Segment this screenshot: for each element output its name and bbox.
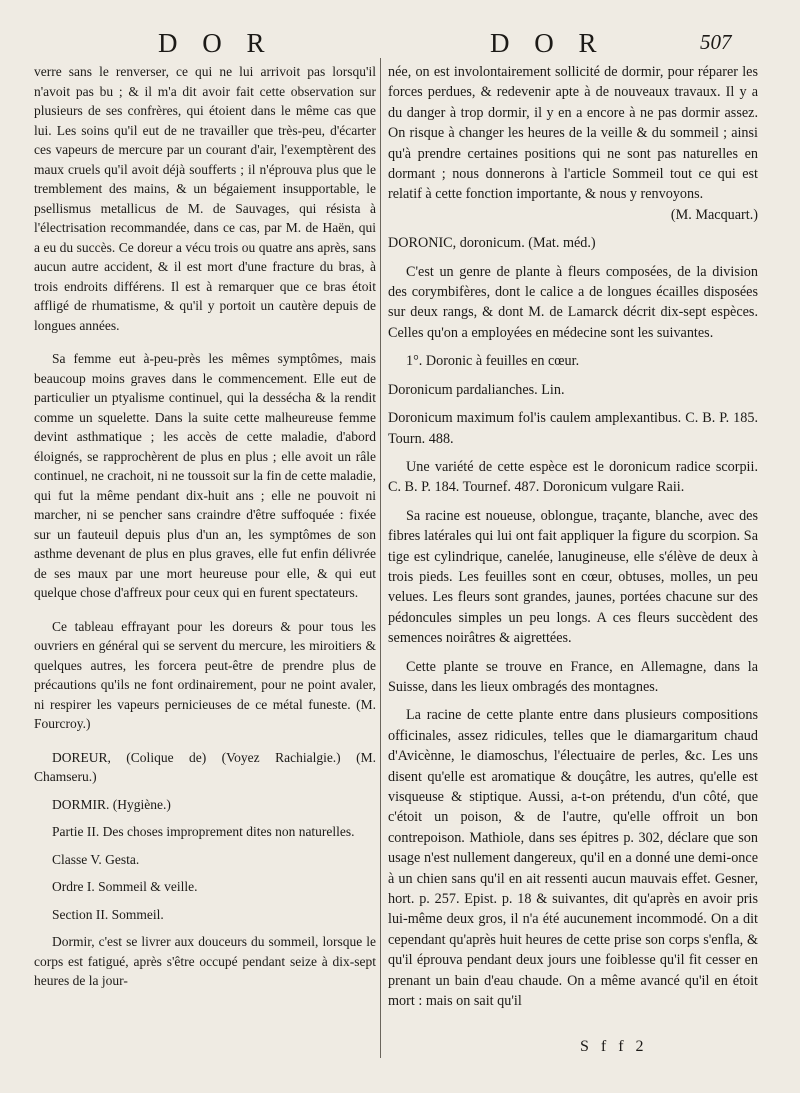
- signature-mark: S f f 2: [580, 1038, 648, 1055]
- author-macquart: (M. Macquart.): [670, 206, 758, 223]
- classification-partie: Partie II. Des choses improprement dites non naturelles.: [52, 824, 355, 839]
- paragraph-doronic-genre: C'est un genre de plante à fleurs composées, de la division des corymbifères, dont le calice a de longues écailles disposées sur deux rangs, & dont M. de Lamarck décrit dix-sept espèces. Celles qu'on a employées en médecine sont les suivantes.: [388, 263, 758, 341]
- paragraph-dormir-definition: Dormir, c'est se livrer aux douceurs du sommeil, lorsque le corps est fatigué, après s'être occupé pendant seize à dix-sept heures de la jour-: [34, 934, 376, 988]
- paragraph-uses: La racine de cette plante entre dans plusieurs compositions officinales, assez ridicules, telles que le diamargaritum chaud d'Avicènne, le diamoschus, l'électuaire de perles, &c. Les uns disent qu'elle est aromatique & douçâtre, les autres, qu'elle est visqueuse & stiptique. Aussi, a-t-on prétendu, d'un côté, que c'étoit un poison, & de l'autre, qu'elle offroit un bon contrepoison. Mathiole, dans ses épitres p. 302, déclare que son usage n'est nullement dangereux, qu'il en a donné une demi-once à un chien sans qu'il en ait ressenti aucun mauvais effet. Gesner, hort. p. 257. Epist. p. 18 & suivantes, dit qu'après en avoir pris lui-même deux gros, il n'a été aucunement incommodé. On a dit cependant qu'après huit heures de cette prise son corps s'enfla, & qu'il éprouva pendant deux jours une foiblesse qu'il fit cesser en prenant un bain d'eau chaude. On a même avancé qu'il en étoit mort : mais on sait qu'il: [388, 707, 758, 1010]
- left-column: [34, 62, 376, 991]
- paragraph-warning: Ce tableau effrayant pour les doreurs & pour tous les ouvriers en général qui se servent du mercure, les miroitiers & quelques autres, les forcera peut-être de prendre plus de précautions qu'ils ne font ordinairement, pour ne point avaler, ni respirer les vapeurs pernicieuses de ce métal funeste. (M. Fourcroy.): [34, 618, 376, 731]
- species-heading: 1°. Doronic à feuilles en cœur.: [406, 353, 580, 370]
- running-head-right: D O R: [490, 28, 606, 58]
- classification-section: Section II. Sommeil.: [52, 906, 164, 922]
- entry-doronic: DORONIC, doronicum. (Mat. méd.): [388, 235, 596, 252]
- page-number: 507: [700, 30, 732, 54]
- species-synonym: Doronicum maximum fol'is caulem amplexantibus. C. B. P. 185. Tourn. 488.: [388, 410, 758, 447]
- paragraph-doreur-case: verre sans le renverser, ce qui ne lui arrivoit pas lorsqu'il n'avoit pas bu ; & il m'a dit avoir fait cette observation sur plusieurs de ses confrères, qui étoient dans le même cas que lui. Les soins qu'il eut de ne travailler que très-peu, d'écarter ces vapeurs de mercure par un courant d'air, l'exemptèrent des maux cruels qu'il avoit déjà soufferts ; il n'éprouva plus que le tremblement des mains, & un bégaiement insupportable, le psellismus metallicus de M. de Sauvages, qui résista à l'électrisation recommandée, dans ce cas, par M. de Haën, qui a eu du succès. Ce doreur a vécu trois ou quatre ans après, sans aucun autre accident, & il est mort d'une fracture du bras, à trois endroits différens. Il est à remarquer que ce bras étoit affligé de rhumatisme, & qu'il y portoit un cautère depuis de longues années.: [34, 64, 376, 333]
- classification-ordre: Ordre I. Sommeil & veille.: [52, 879, 198, 894]
- classification-classe: Classe V. Gesta.: [52, 851, 140, 867]
- paragraph-description: Sa racine est noueuse, oblongue, traçante, blanche, avec des fibres latérales qui lui ont fait appliquer la figure du scorpion. Sa tige est cylindrique, canelée, lanugineuse, elle s'élève de deux à trois pieds. Les feuilles sont en cœur, obtuses, molles, un peu velues. Les fleurs sont grandes, jaunes, portées chacune sur des pédoncules simples un peu longs. A ces fleurs succèdent des semences noirâtres & aigrettées.: [388, 507, 758, 647]
- entry-doreur: DOREUR, (Colique de) (Voyez Rachialgie.) (M. Chamseru.): [34, 749, 376, 784]
- paragraph-variety: Une variété de cette espèce est le doronicum radice scorpii. C. B. P. 184. Tournef. 487. Doronicum vulgare Raii.: [388, 458, 758, 496]
- entry-dormir: DORMIR. (Hygiène.): [52, 796, 171, 812]
- column-divider: [380, 58, 381, 1058]
- right-column: [388, 62, 758, 1011]
- paragraph-wife: Sa femme eut à-peu-près les mêmes symptômes, mais beaucoup moins graves dans le commencement. Elle eut de particulier un ptyalisme continuel, qui la dessécha & la rendit comme un squelette. Dans la suite cette malheureuse femme devint asthmatique ; les accès de cette maladie, d'abord éloignés, se rapprochèrent de plus en plus ; elle avoit un râle continuel, ne crachoit, ni ne toussoit sur la fin de cette maladie, qui fut la même pendant dix-huit ans ; elle ne pouvoit ni marcher, ni se pencher sans craindre d'être suffoquée : fixée sur un fauteuil depuis plus d'un an, les symptômes de son asthme devenant de plus en plus graves, elle fut enfin délivrée de ses maux par une mort heureuse pour elle, & qui eut quelque chose d'affreux pour ceux qui en furent spectateurs.: [34, 351, 376, 600]
- paragraph-habitat: Cette plante se trouve en France, en Allemagne, dans la Suisse, dans les lieux ombragés des montagnes.: [388, 658, 758, 695]
- running-head-left: D O R: [158, 28, 274, 58]
- paragraph-dormir-continued: née, on est involontairement sollicité de dormir, pour réparer les forces perdues, & redevenir apte à de nouveaux travaux. Il y a du danger à trop dormir, il y en a encore à ne pas dormir assez. On risque à changer les heures de la veille & du sommeil ; ainsi qu'à prendre certaines positions qui ne sont pas naturelles en dormant ; nous donnerons à l'article Sommeil tout ce qui est relatif à cette fonction importante, & nous y renvoyons.: [388, 64, 758, 203]
- species-name: Doronicum pardalianches. Lin.: [388, 381, 565, 398]
